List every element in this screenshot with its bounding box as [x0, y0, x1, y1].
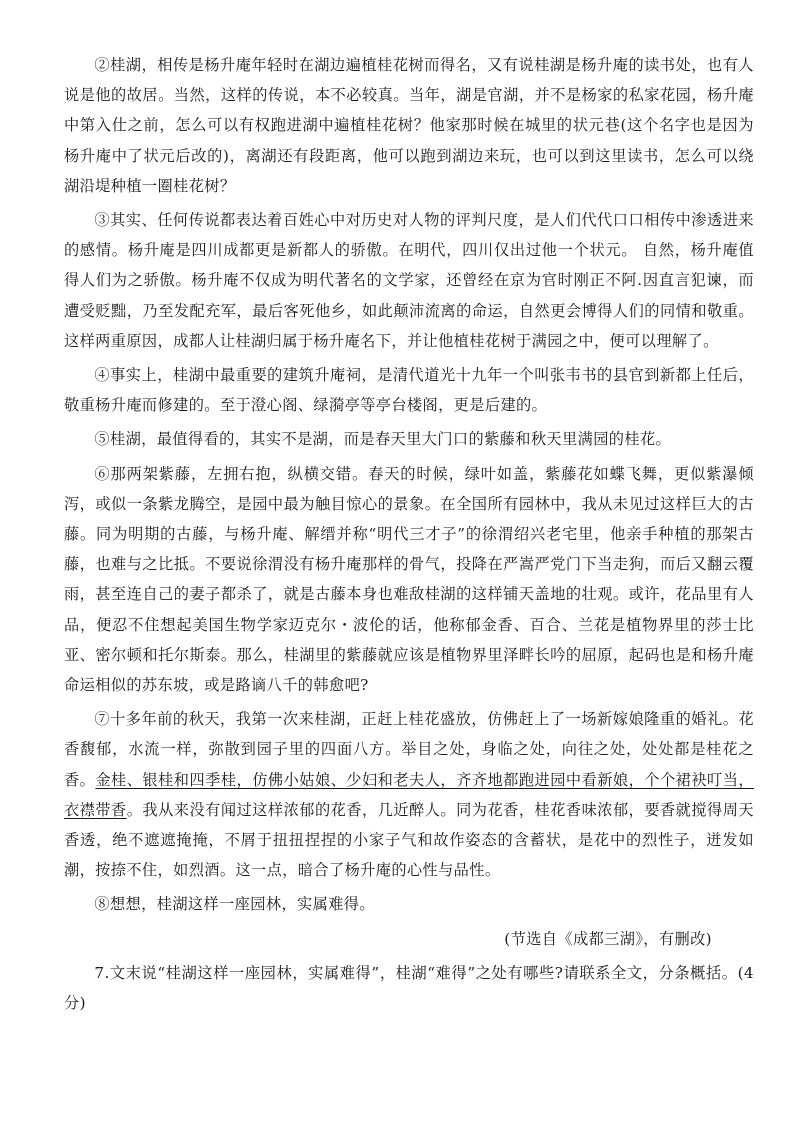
paragraph-4: ④事实上，桂湖中最重要的建筑升庵祠，是清代道光十九年一个叫张韦书的县官到新都上任后，敬重杨升庵而修建的。至于澄心阁、绿漪亭等亭台楼阁，更是后建的。	[64, 366, 754, 415]
question-7: 7.文末说“桂湖这样一座园林，实属难得”，桂湖“难得”之处有哪些?请联系全文，分条概括。(4分)	[64, 963, 754, 1013]
paragraph-7	[64, 704, 754, 885]
document-page	[64, 50, 754, 1018]
paragraph-2: ②桂湖，相传是杨升庵年轻时在湖边遍植桂花树而得名，又有说桂湖是杨升庵的读书处，也有人说是他的故居。当然，这样的传说，本不必较真。当年，湖是官湖，并不是杨家的私家花园，杨升庵中第入仕之前，怎么可以有权跑进湖中遍植桂花树？他家那时候在城里的状元巷(这个名字也是因为杨升庵中了状元后改的)，离湖还有段距离，他可以跑到湖边来玩，也可以到这里读书，怎么可以绕湖沿堤种植一圈桂花树？	[64, 56, 754, 195]
paragraph-3: ③其实、任何传说都表达着百姓心中对历史对人物的评判尺度，是人们代代口口相传中渗透进来的感情。杨升庵是四川成都更是新都人的骄傲。在明代，四川仅出过他一个状元。 自然，杨升庵值得人们为之骄傲。杨升庵不仅成为明代著名的文学家，还曾经在京为官时刚正不阿.因直言犯谏，而遭受贬黜，乃至发配充军，最后客死他乡，如此颠沛流离的命运，自然更会博得人们的同情和敬重。这样两重原因，成都人让桂湖归属于杨升庵名下，并让他植桂花树于满园之中，便可以理解了。	[64, 211, 754, 350]
paragraph-5: ⑤桂湖，最值得看的，其实不是湖，而是春天里大门口的紫藤和秋天里满园的桂花。	[94, 430, 672, 449]
paragraph-7-rest: 。我从来没有闻过这样浓郁的花香，几近醉人。同为花香，桂花香味浓郁，要香就搅得周天香透，绝不遮遮掩掩，不屑于扭扭捏捏的小家子气和故作姿态的含蓄状，是花中的烈性子，迸发如潮，按捺不住，如烈酒。这一点，暗合了杨升庵的心性与品性。	[64, 800, 755, 880]
underlined-sentence: 金桂、银桂和四季桂，仿佛小姑娘、少妇和老夫人，齐齐地都跑进园中看新娘，个个裙袂叮当，衣襟带香	[64, 770, 754, 819]
paragraph-6: ⑥那两架紫藤，左拥右抱，纵横交错。春天的时候，绿叶如盖，紫藤花如蝶飞舞，更似紫瀑倾泻，或似一条紫龙腾空，是园中最为触目惊心的景象。在全国所有园林中，我从未见过这样巨大的古藤。同为明期的古藤，与杨升庵、解缙并称“明代三才子”的徐渭绍兴老宅里，他亲手种植的那架古藤，也难与之比抵。不要说徐渭没有杨升庵那样的骨气，投降在严嵩严党门下当走狗，而后又翻云覆雨，甚至连自己的妻子都杀了，就是古藤本身也难敌桂湖的这样铺天盖地的壮观。或许，花品里有人品，便忍不住想起美国生物学家迈克尔・波伦的话，他称郁金香、百合、兰花是植物界里的莎士比亚、密尔顿和托尔斯泰。那么，桂湖里的紫藤就应该是植物界里泽畔长吟的屈原，起码也是和杨升庵命运相似的苏东坡，或是路谪八千的韩愈吧?	[64, 464, 754, 695]
paragraph-8: ⑧想想，桂湖这样一座园林，实属难得。	[94, 895, 375, 914]
paragraph-7-lead: ⑦十多年前的秋天，我第一次来桂湖，正赶上桂花盛放，仿佛赶上了一场新嫁娘隆重的婚礼。花香馥郁，水流一样，弥散到园子里的四面八方。举目之处，身临之处，向往之处，处处都是桂花之香。	[64, 710, 754, 789]
source-citation: (节选自《成都三湖》，有删改)	[504, 929, 712, 948]
